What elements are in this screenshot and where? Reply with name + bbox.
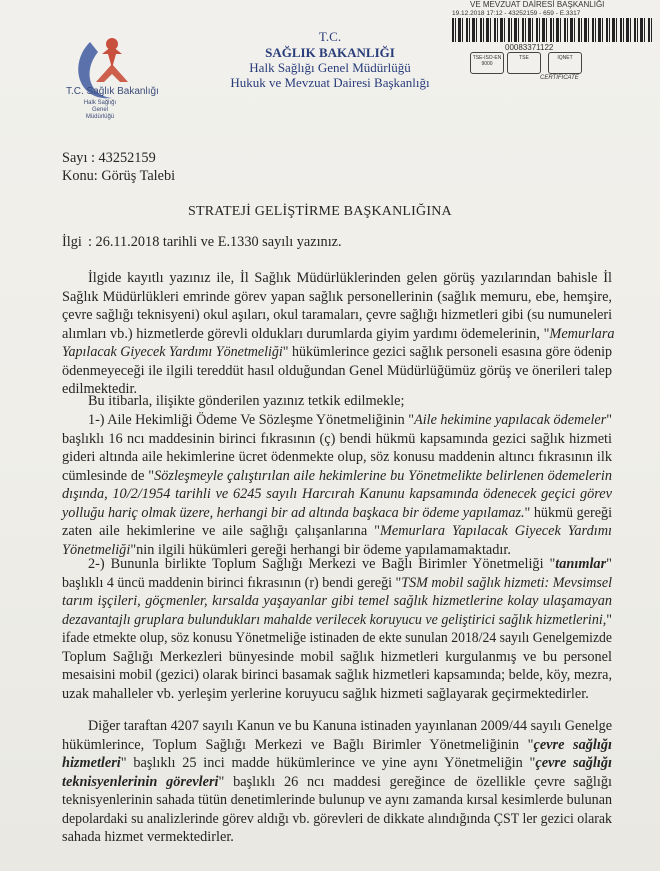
- text-line: [62, 363, 612, 380]
- text-line: [62, 737, 612, 754]
- text-segment: çevre sağlığı: [535, 755, 612, 771]
- text-segment: Toplum Sağlığı Merkezleri bünyesinde mobil sağlık hizmetleri kurgulanmış ve bu personel: [62, 648, 612, 665]
- text-line: [62, 289, 612, 306]
- text-line: [88, 393, 404, 410]
- text-line: [62, 307, 612, 324]
- text-line: [62, 468, 612, 485]
- text-segment: 1-) Aile Hekimliği Ödeme Ve Sözleşme Yönetmeliğinin ": [88, 412, 415, 428]
- text-line: [62, 449, 612, 466]
- text-segment: sahada hizmet vermektedirler.: [62, 829, 234, 845]
- text-line: [62, 431, 612, 448]
- text-segment: tarım işçileri, göçmenler, kırsalda yaşayanlar gibi temel sağlık hizmetlerine kolay ulaşamayan: [62, 593, 612, 609]
- ilgi-text: : 26.11.2018 tarihli ve E.1330 sayılı yazınız.: [88, 234, 342, 250]
- text-segment: " hükümlerince gezici sağlık personeli esasına göre ödenip: [282, 344, 612, 360]
- ilgi-label: İlgi: [62, 234, 82, 250]
- text-line: [62, 326, 615, 343]
- text-segment: depolardaki su analizlerinde görev aldığı vb. görevleri de dikkate alındığında ÇST ler gezici olarak: [62, 810, 612, 827]
- text-segment: ": [606, 611, 612, 628]
- text-segment: başlıklı 4 üncü maddenin birinci fıkrasının (r) bendi gereği ": [62, 574, 402, 591]
- text-line: [62, 344, 612, 361]
- text-segment: İlgide kayıtlı yazınız ile, İl Sağlık Müdürlüklerinden gelen görüş yazılarından bahisle İl: [88, 270, 612, 286]
- text-segment: " hükmü gereği: [524, 504, 612, 521]
- text-segment: Aile hekimine yapılacak ödemeler: [414, 412, 607, 428]
- text-segment: edilmektedir.: [62, 381, 138, 397]
- header-tc: T.C.: [318, 29, 342, 44]
- text-line: [88, 556, 612, 573]
- text-segment: dışında, 10/2/1954 tarihli ve 6245 sayılı Harcırah Kanunu kapsamında ödenecek geçici görev: [62, 486, 612, 502]
- text-segment: ": [606, 556, 612, 572]
- text-line: [62, 593, 612, 610]
- text-segment: ödenmeyeceği ile ilgili tereddüt hasıl olduğundan Genel Müdürlüğümüz görüş ve önerileri talep: [62, 362, 612, 379]
- text-segment: Memurlara: [549, 325, 615, 342]
- text-segment: çevre sağlığı teknisyeni) okul aşıları, okul taramaları, çevre sağlığı hizmetleri gibi (su numuneleri: [62, 307, 612, 323]
- text-segment: zaten aile hekimlerine ve aile sağlığı çalışanlarına ": [62, 523, 380, 539]
- text-segment: Sözleşmeyle çalıştırılan aile hekimlerine bu Yönetmelikte belirlenen ödemelerin: [154, 467, 612, 484]
- text-segment: uzak mahalleler vb. yerleşim yerlerine koruyucu sağlık hizmeti sağlayarak geçirmektedirler.: [62, 685, 589, 702]
- text-segment: gideri altında aile hekimlerine ücret ödenmekte olup, söz konusu maddenin altıncı fıkrasının ilk: [62, 449, 612, 465]
- text-segment: Diğer taraftan 4207 sayılı Kanun ve bu Kanuna istinaden yayınlanan 2009/44 sayılı Genelge: [88, 718, 612, 734]
- text-segment: Yönetmeliği: [62, 541, 131, 558]
- text-segment: dezavantajlı gruplara bulundukları mahalde verilecek koruyucu ve geliştirici sağlık hizmetlerini,: [62, 611, 607, 628]
- text-line: [62, 667, 612, 684]
- recipient-line: STRATEJİ GELİŞTİRME BAŞKANLIĞINA: [188, 204, 452, 219]
- text-line: [62, 686, 589, 703]
- header-ministry: SAĞLIK BAKANLIĞI: [265, 45, 395, 60]
- text-segment: hükümlerince, Toplum Sağlığı Merkezi ve Bağlı Birimler Yönetmeliğinin ": [62, 736, 534, 753]
- text-segment: teknisyenlerinin görevleri: [62, 773, 219, 790]
- text-line: [62, 755, 612, 772]
- text-line: [62, 575, 612, 592]
- text-segment: Bu itibarla, ilişikte gönderilen yazınız tetkik edilmekle;: [88, 393, 405, 409]
- barcode-date-text: 19.12.2018 17:12 - 43252159 - 659 - E.3317: [452, 10, 581, 17]
- text-segment: 2-) Bununla birlikte Toplum Sağlığı Merkezi ve Bağlı Birimler Yönetmeliği ": [88, 556, 556, 572]
- logo-subtitle: Halk Sağlığı Genel Müdürlüğü: [83, 100, 117, 120]
- barcode-icon: [452, 18, 652, 42]
- barcode-number: 00083371122: [505, 43, 554, 52]
- logo-title: T.C. Sağlık Bakanlığı: [66, 86, 159, 97]
- text-segment: teknisyenlerinin sahada tütün denetimlerinde bulunup ve aynı zamanda kırsal kesimlerde bulunan: [62, 792, 612, 808]
- sayi-line: Sayı : 43252159: [62, 150, 156, 166]
- text-segment: ": [606, 412, 612, 428]
- text-segment: cümlesinde de ": [62, 467, 155, 484]
- text-segment: ifade etmekte olup, söz konusu Yönetmeliğe istinaden de ekte sunulan 2018/24 sayılı Genelgemizde: [62, 630, 612, 646]
- text-segment: "nin ilgili hükümleri gereği herhangi bir ödeme yapılamamaktadır.: [130, 541, 511, 558]
- text-line: [62, 774, 612, 791]
- text-line: [88, 718, 612, 735]
- barcode-top-text: VE MEVZUAT DAİRESİ BAŞKANLIĞI: [470, 0, 605, 9]
- text-line: [88, 412, 612, 429]
- text-segment: " başlıklı 25 inci madde hükümlerince ve yine aynı Yönetmeliğin ": [120, 755, 536, 771]
- certificate-label: CERTIFICATE: [540, 75, 579, 81]
- text-segment: " başlıklı 26 ncı maddesi gereğince de özellikle çevre sağlığı: [218, 773, 612, 790]
- text-segment: başlıklı 16 ncı maddesinin birinci fıkrasının (ç) bendi hükmü kapsamında gezici sağlık hizmeti: [62, 430, 612, 447]
- text-segment: Sağlık Müdürlükleri emrinde görev yapan sağlık personellerinin (sağlık memuru, ebe, hemşire,: [62, 288, 612, 305]
- text-line: [88, 270, 612, 287]
- konu-line: Konu: Görüş Talebi: [62, 168, 176, 184]
- text-segment: yolluğu hariç olmak üzere, herhangi bir ad altında başkaca bir ödeme yapılamaz.: [62, 504, 525, 521]
- text-segment: hizmetleri: [62, 755, 121, 771]
- text-line: [62, 523, 612, 540]
- text-segment: TSM mobil sağlık hizmeti: Mevsimsel: [401, 574, 612, 591]
- text-line: [62, 811, 612, 828]
- iqnet-cert-icon: IQNET: [548, 52, 582, 74]
- text-segment: mesaisini mobil (gezici) olarak birinci basamak sağlık hizmetleri kapsamında; belde, köy, mezra,: [62, 667, 612, 683]
- text-segment: Memurlara Yapılacak Giyecek Yardımı: [379, 523, 612, 539]
- text-line: [62, 792, 612, 809]
- tse-cert-icon: TSE: [507, 52, 541, 74]
- text-line: [62, 649, 612, 666]
- text-line: [62, 829, 234, 846]
- tse-iso-cert-icon: TSE-ISO-EN 9000: [470, 52, 504, 74]
- text-segment: Yapılacak Giyecek Yardımı Yönetmeliği: [62, 344, 283, 360]
- text-line: [62, 505, 612, 522]
- text-segment: alımları vb.) hizmetlerde görevli oldukları durumlarda giyim yardımı ödemelerinin, ": [62, 325, 550, 342]
- header-department: Hukuk ve Mevzuat Dairesi Başkanlığı: [230, 75, 430, 90]
- text-line: [62, 630, 612, 647]
- text-segment: tanımlar: [555, 556, 607, 572]
- text-segment: çevre sağlığı: [533, 736, 612, 753]
- text-line: [62, 612, 612, 629]
- header-directorate: Halk Sağlığı Genel Müdürlüğü: [249, 60, 411, 75]
- text-line: [62, 486, 612, 503]
